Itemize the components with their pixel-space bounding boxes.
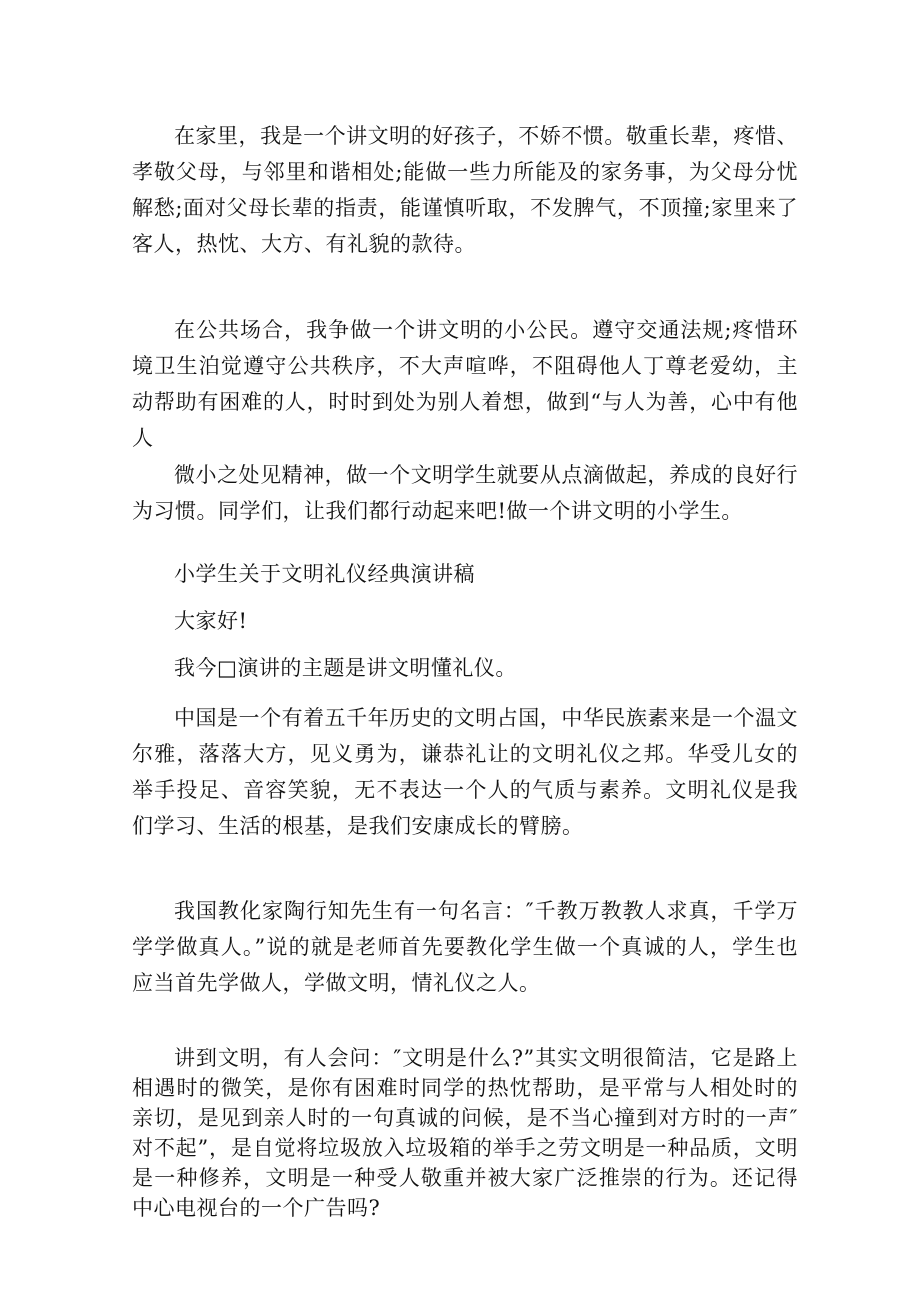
- speech-topic: 我今□演讲的主题是讲文明懂礼仪。: [174, 656, 517, 680]
- paragraph-public-manners: 在公共场合，我争做一个讲文明的小公民。遵守交通法规;疼惜环境卫生泊觉遵守公共秩序，不大声喧哗，不阻碍他人丁尊老爱幼，主动帮助有困难的人，时时到处为别人着想，做到“与人为善，心中有他人: [132, 318, 798, 450]
- paragraph-china-etiquette: 中国是一个有着五千年历史的文明占国，中华民族素来是一个温文尔雅，落落大方，见义勇为，谦恭礼让的文明礼仪之邦。华受儿女的举手投足、音容笑貌，无不表达一个人的气质与素养。文明礼仪是我们学习、生活的根基，是我们安康成长的臂膀。: [132, 706, 798, 838]
- paragraph-tao-xingzhi-quote: 我国教化家陶行知先生有一句名言：″千教万教教人求真，千学万学学做真人。”说的就是老师首先要教化学生做一个真诚的人，学生也应当首先学做人，学做文明，情礼仪之人。: [132, 899, 798, 995]
- paragraph-home-manners: 在家里，我是一个讲文明的好孩子，不娇不惯。敬重长辈，疼惜、孝敬父母，与邻里和谐相处;能做一些力所能及的家务事，为父母分忧解愁;面对父母长辈的指责，能谨慎听取，不发脾气，不顶撞;家里来了客人，热忱、大方、有礼貌的款待。: [132, 124, 798, 256]
- greeting: 大家好!: [174, 609, 248, 633]
- paragraph-what-is-civility: 讲到文明，有人会问：″文明是什么?”其实文明很简洁，它是路上相遇时的微笑，是你有困难时同学的热忱帮助，是平常与人相处时的亲切，是见到亲人时的一句真诚的问候，是不当心撞到对方时的一声″对不起”，是自觉将垃圾放入垃圾箱的举手之劳文明是一种品质，文明是一种修养，文明是一种受人敬重并被大家广泛推崇的行为。还记得中心电视台的一个广告吗?: [132, 1046, 798, 1220]
- paragraph-small-details: 微小之处见精神，做一个文明学生就要从点滴做起，养成的良好行为习惯。同学们，让我们都行动起来吧!做一个讲文明的小学生。: [132, 463, 798, 523]
- speech-title: 小学生关于文明礼仪经典演讲稿: [174, 562, 475, 586]
